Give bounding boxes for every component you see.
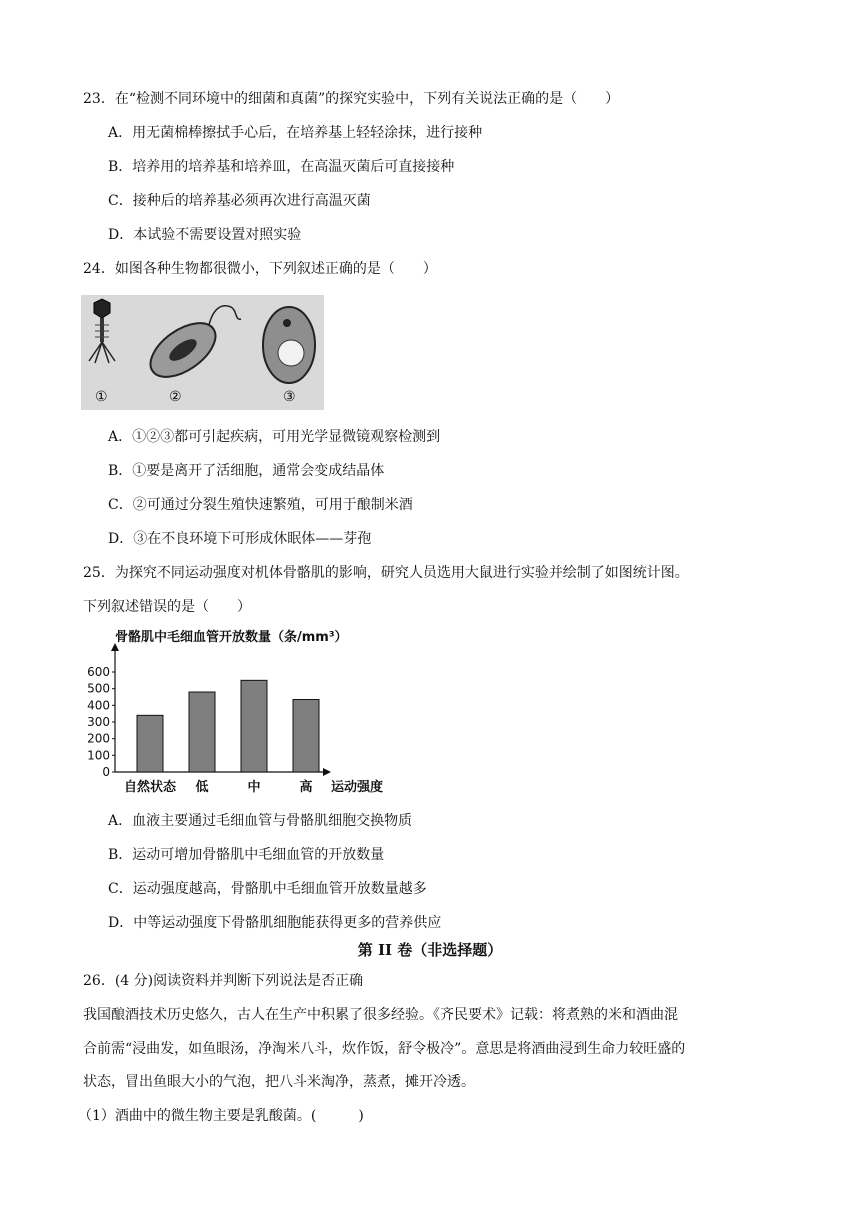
q26-paragraph-line2: 合前需“浸曲发，如鱼眼汤，净淘米八斗，炊作饭，舒令极冷”。意思是将酒曲浸到生命力较旺盛的 <box>83 1041 686 1057</box>
y-tick-label: 200 <box>87 731 110 746</box>
q25-option-a: A．血液主要通过毛细血管与骨骼肌细胞交换物质 <box>108 813 413 829</box>
q24-option-b: B．①要是离开了活细胞，通常会变成结晶体 <box>108 463 385 479</box>
chart-title: 骨骼肌中毛细血管开放数量（条/mm³） <box>115 630 348 645</box>
x-tick-label: 中 <box>247 780 261 795</box>
bacteriophage-icon <box>89 299 115 363</box>
y-tick-label: 300 <box>87 715 110 729</box>
yeast-cell-icon <box>263 307 315 383</box>
bar-chart <box>83 625 393 800</box>
q24-stem: 24．如图各种生物都很微小，下列叙述正确的是（ ） <box>83 261 437 277</box>
q25-option-c: C．运动强度越高，骨骼肌中毛细血管开放数量越多 <box>108 881 427 897</box>
figure-label-1: ① <box>95 389 108 405</box>
y-tick-label: 0 <box>102 765 110 779</box>
bar-1 <box>189 692 215 772</box>
q25-stem-line2: 下列叙述错误的是（ ） <box>83 599 251 615</box>
q23-stem: 23．在“检测不同环境中的细菌和真菌”的探究实验中，下列有关说法正确的是（ ） <box>83 91 620 107</box>
q24-option-d: D．③在不良环境下可形成休眠体——芽孢 <box>108 531 372 547</box>
figure-label-3: ③ <box>283 389 296 405</box>
x-tick-label: 自然状态 <box>123 780 177 795</box>
q23-option-c: C．接种后的培养基必须再次进行高温灭菌 <box>108 193 371 209</box>
x-tick-label: 低 <box>195 780 209 795</box>
microorganism-figure <box>81 295 324 410</box>
y-tick-label: 500 <box>87 681 110 696</box>
y-tick-label: 400 <box>87 698 110 713</box>
bar-3 <box>293 700 319 773</box>
y-tick-label: 100 <box>87 748 110 763</box>
q26-stem: 26．(4 分)阅读资料并判断下列说法是否正确 <box>83 973 364 989</box>
q23-option-a: A．用无菌棉棒擦拭手心后，在培养基上轻轻涂抹，进行接种 <box>108 125 483 141</box>
q26-item1: （1）酒曲中的微生物主要是乳酸菌。( ) <box>78 1108 364 1124</box>
figure-label-2: ② <box>169 389 182 405</box>
q23-option-b: B．培养用的培养基和培养皿，在高温灭菌后可直接接种 <box>108 159 455 175</box>
q25-option-d: D．中等运动强度下骨骼肌细胞能获得更多的营养供应 <box>108 915 442 931</box>
q25-stem-line1: 25．为探究不同运动强度对机体骨骼肌的影响，研究人员选用大鼠进行实验并绘制了如图统计图。 <box>83 565 689 581</box>
bar-2 <box>241 680 267 772</box>
q24-option-a: A．①②③都可引起疾病，可用光学显微镜观察检测到 <box>108 429 441 445</box>
x-tick-label: 高 <box>299 780 313 795</box>
q26-paragraph-line3: 状态，冒出鱼眼大小的气泡，把八斗米淘净，蒸煮，摊开冷透。 <box>83 1074 475 1090</box>
q26-paragraph-line1: 我国酿酒技术历史悠久，古人在生产中积累了很多经验。《齐民要术》记载：将煮熟的米和酒曲混 <box>83 1007 678 1023</box>
bar-0 <box>137 715 163 772</box>
x-axis-arrow-icon <box>323 768 331 776</box>
section-title: 第 II 卷（非选择题） <box>357 941 503 959</box>
q25-option-b: B．运动可增加骨骼肌中毛细血管的开放数量 <box>108 847 385 863</box>
x-axis-label: 运动强度 <box>331 780 384 795</box>
y-tick-label: 600 <box>87 665 110 679</box>
q23-option-d: D．本试验不需要设置对照实验 <box>108 227 302 243</box>
q24-option-c: C．②可通过分裂生殖快速繁殖，可用于酿制米酒 <box>108 497 413 513</box>
bacterium-icon <box>141 306 241 388</box>
